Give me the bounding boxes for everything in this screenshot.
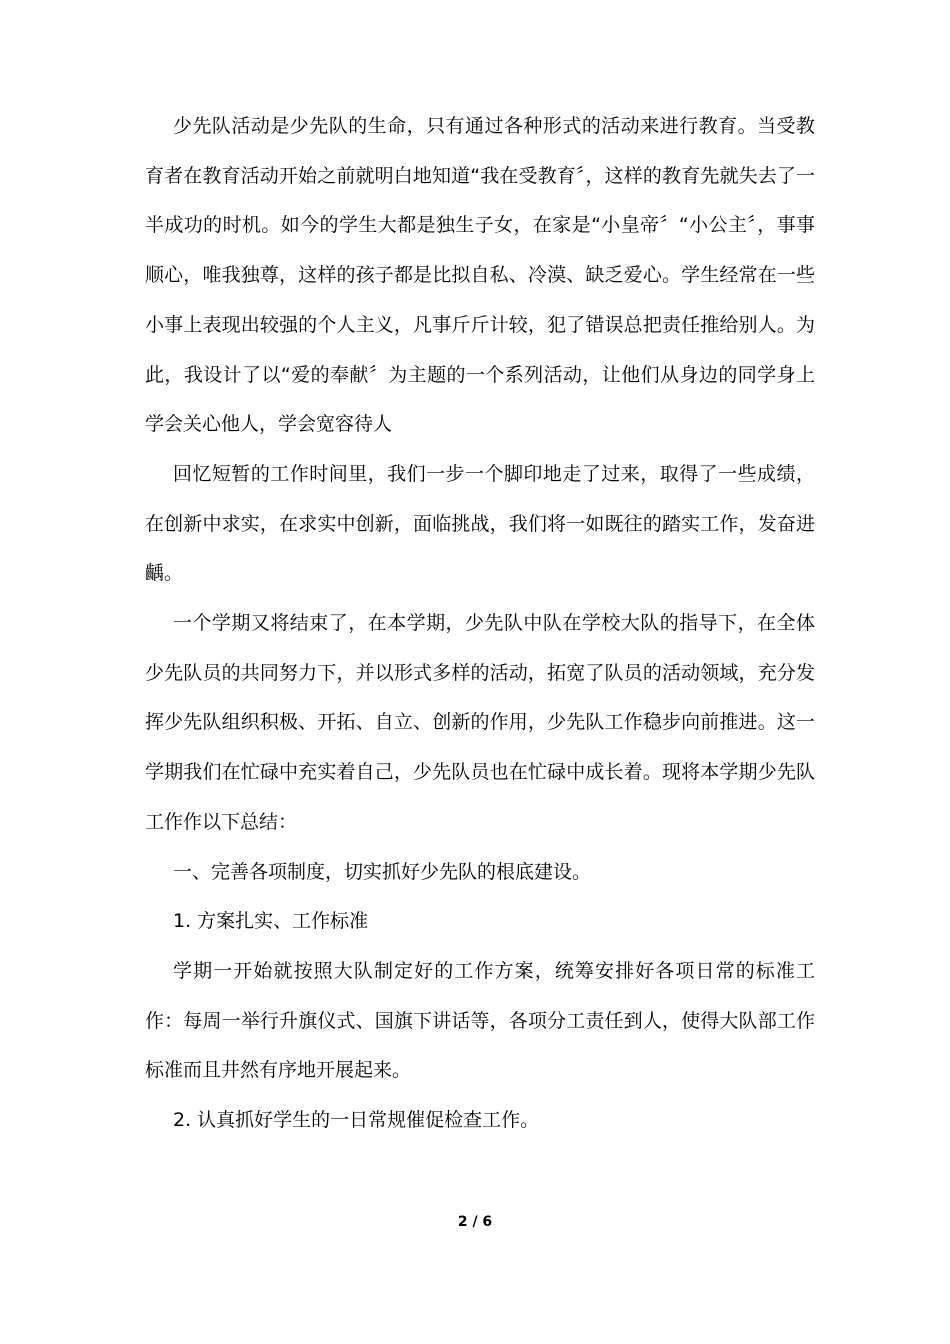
page-number: 2 / 6 <box>457 1214 493 1230</box>
subheading-1: 1. 方案扎实、工作标准 <box>173 910 369 933</box>
section-heading-1: 一、完善各项制度，切实抓好少先队的根底建设。 <box>173 860 592 883</box>
document-body <box>145 102 815 1146</box>
paragraph-activity-intro: 少先队活动是少先队的生命，只有通过各种形式的活动来进行教育。当受教育者在教育活动开始之前就明白地知道“我在受教育〞，这样的教育先就失去了一半成功的时机。如今的学生大都是独生子女，在家是“小皇帝〞“小公主〞，事事顺心，唯我独尊，这样的孩子都是比拟自私、冷漠、缺乏爱心。学生经常在一些小事上表现出较强的个人主义，凡事斤斤计较，犯了错误总把责任推给别人。为此，我设计了以“爱的奉献〞为主题的一个系列活动，让他们从身边的同学身上学会关心他人，学会宽容待人 <box>145 115 815 436</box>
paragraph-plan: 学期一开始就按照大队制定好的工作方案，统筹安排好各项日常的标准工作：每周一举行升旗仪式、国旗下讲话等，各项分工责任到人，使得大队部工作标准而且井然有序地开展起来。 <box>145 959 815 1082</box>
paragraph-semester-summary: 一个学期又将结束了，在本学期，少先队中队在学校大队的指导下，在全体少先队员的共同努力下，并以形式多样的活动，拓宽了队员的活动领域，充分发挥少先队组织积极、开拓、自立、创新的作用，少先队工作稳步向前推进。这一学期我们在忙碌中充实着自己，少先队员也在忙碌中成长着。现将本学期少先队工作作以下总结： <box>145 612 815 833</box>
paragraph-review: 回忆短暂的工作时间里，我们一步一个脚印地走了过来，取得了一些成绩，在创新中求实，在求实中创新，面临挑战，我们将一如既往的踏实工作，发奋进齲。 <box>145 462 815 585</box>
subheading-2: 2. 认真抓好学生的一日常规催促检查工作。 <box>173 1109 540 1132</box>
